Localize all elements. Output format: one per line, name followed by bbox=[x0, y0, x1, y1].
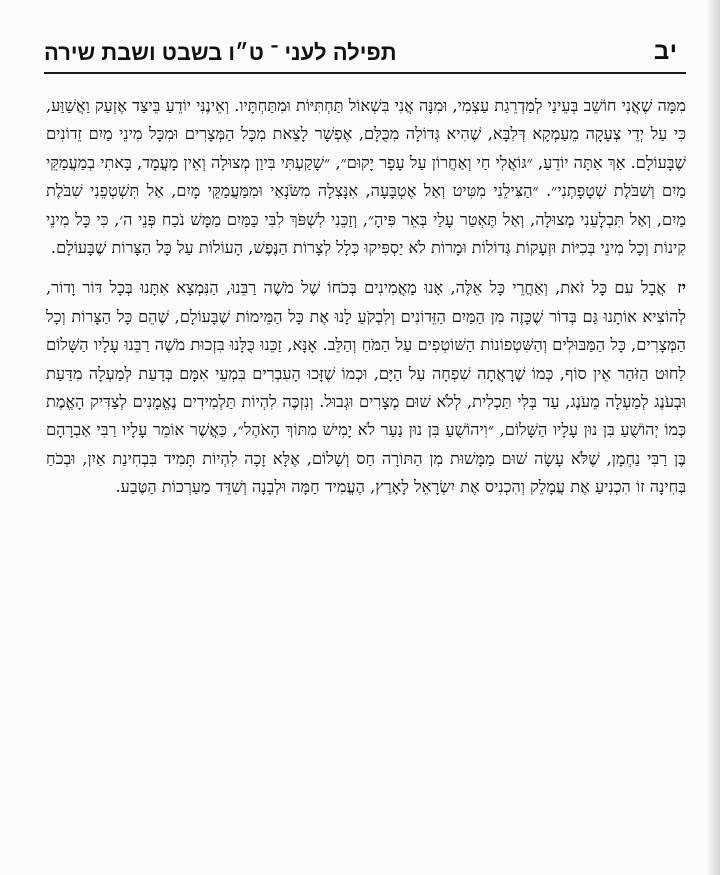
page-number: יב bbox=[653, 38, 678, 65]
page-edge-shadow bbox=[706, 0, 720, 875]
running-title: תפילה לעני ־ ט״ו בשבט ושבת שירה bbox=[44, 40, 397, 65]
paragraph-continued bbox=[46, 92, 686, 262]
body-text bbox=[46, 92, 686, 502]
paragraph-number: יז bbox=[677, 278, 686, 298]
paragraph-text: אֲבָל עִם כָּל זֹאת, וְאַחֲרֵי כָּל אֵלֶּה, אָנוּ מַאֲמִינִים בְּכֹחוֹ שֶׁל מֹשֶׁה רַבֵּנוּ, הַנִּמְצָא אִתָּנוּ בְּכָל דּוֹר וָדוֹר, לְהוֹצִיא אוֹתָנוּ גַּם בְּדוֹר שֶׁכָּזֶה מִן הַמַּיִם הַזֵּדוֹנִים וְלִבְקֹעַ לָנוּ אֶת כָּל הַמֵּימוֹת שֶׁבָּעוֹלָם, שֶׁהֵם כָּל הַצָּרוֹת וְכָל הַמְּצָרִים, כָּל הַמַּבּוּלִים וְהַשִּׁטְפוֹנוֹת הַשּׁוֹטְפִים עַל הַמֹּחַ וְהַלֵּב. אָנָּא, זַכֵּנוּ כֻּלָּנוּ בִּזְכוּת מֹשֶׁה רַבֵּנוּ עָלָיו הַשָּׁלוֹם לַחוּט הַזֹּהַר אֵין סוֹף, כְּמוֹ שֶׁרָאֲתָה שִׁפְחָה עַל הַיָּם, וּכְמוֹ שֶׁזָּכוּ הָעִבְרִים בִּמְעֵי אִמָּם בְּדַעַת לְמַעְלָה מִדַּעַת וּבְעֹנֶג לְמַעְלָה מֵעֹנֶג, עַד בְּלִי תַּכְלִית, לְלֹא שׁוּם מְצָרִים וּגְבוּל. וְנִזְכֶּה לִהְיוֹת תַּלְמִידִים נֶאֱמָנִים לְצַדִּיק הָאֱמֶת כְּמוֹ יְהוֹשֻׁעַ בִּן נוּן עָלָיו הַשָּׁלוֹם, ״וִיהוֹשֻׁעַ בִּן נוּן נַעַר לֹא יָמִישׁ מִתּוֹךְ הָאֹהֶל״, כַּאֲשֶׁר אוֹמֵר עָלָיו רַבִּי אַבְרָהָם בֶּן רַבִּי נַחְמָן, שֶׁלֹּא עָשָׂה שׁוּם מַמָּשׁוּת מִן הַתּוֹרָה חַס וְשָׁלוֹם, אֶלָּא זָכָה לִהְיוֹת תָּמִיד בִּבְחִינַת אַיִן, וּבְכֹחַ בְּחִינָה זוֹ הִכְנִיעַ אֶת עֲמָלֵק וְהִכְנִיס אֶת יִשְׂרָאֵל לָאָרֶץ, הֶעֱמִיד חַמָּה וּלְבָנָה וְשִׁדֵּד מַעַרְכוֹת הַטֶּבַע. bbox=[46, 278, 687, 497]
paragraph-17 bbox=[46, 274, 686, 501]
paragraph-text: מִמָּה שֶׁאֲנִי חוֹשֵׁב בְּעֵינַי לְמַדְרֵגַת עַצְמִי, וּמִנָּה אֲנִי בִּשְׁאוֹל תַּחְתִּיּוֹת וּמִתַּחְתָּיו. וְאֵינֶנִּי יוֹדֵעַ בֵּיצַד אֶזְעַק וַאֲשַׁוַּע, כִּי עַל יְדֵי צְעָקָה מֵעַמְקָא דְּלִבָּא, שֶׁהִיא גְּדוֹלָה מִכֻּלָּם, אֶפְשָׁר לָצֵאת מִכָּל הַמְּצָרִים וּמִכָּל מִינֵי מַיִם זֵדוֹנִים שֶׁבָּעוֹלָם. אַךְ אַתָּה יוֹדֵעַ, ״גּוֹאֲלִי חַי וְאַחֲרוֹן עַל עָפָר יָקוּם״, ״שָׁקַעְתִּי בִּיוַן מְצוּלָה וְאֵין מָעֳמָד, בָּאתִי בְמַעֲמַקֵּי מַיִם וְשִׁבֹּלֶת שְׁטָפָתְנִי״. ״הַצִּילֵנִי מִטִּיט וְאַל אֶטְבָּעָה, אִנָּצְלָה מִשֹּׂנְאַי וּמִמַּעֲמַקֵּי מָיִם, אַל תִּשְׁטְפֵנִי שִׁבֹּלֶת מַיִם, וְאַל תִּבְלָעֵנִי מְצוּלָה, וְאַל תֶּאְטַר עָלַי בְּאֵר פִּיהָ״, וְזַכֵּנִי לִשְׁפֹּךְ לִבִּי כַּמַּיִם מַמָּשׁ נֹכַח פְּנֵי ה׳, כִּי כָּל מִינֵי קִינוֹת וְכָל מִינֵי בְּכִיּוֹת וּזְעָקוֹת גְּדוֹלוֹת וּמָרוֹת לֹא יַסְפִּיקוּ כְּלָל לְצָרוֹת הַנֶּפֶשׁ, הָעוֹלוֹת עַל כָּל הַצָּרוֹת שֶׁבָּעוֹלָם. bbox=[46, 96, 686, 258]
page-header bbox=[44, 28, 686, 74]
